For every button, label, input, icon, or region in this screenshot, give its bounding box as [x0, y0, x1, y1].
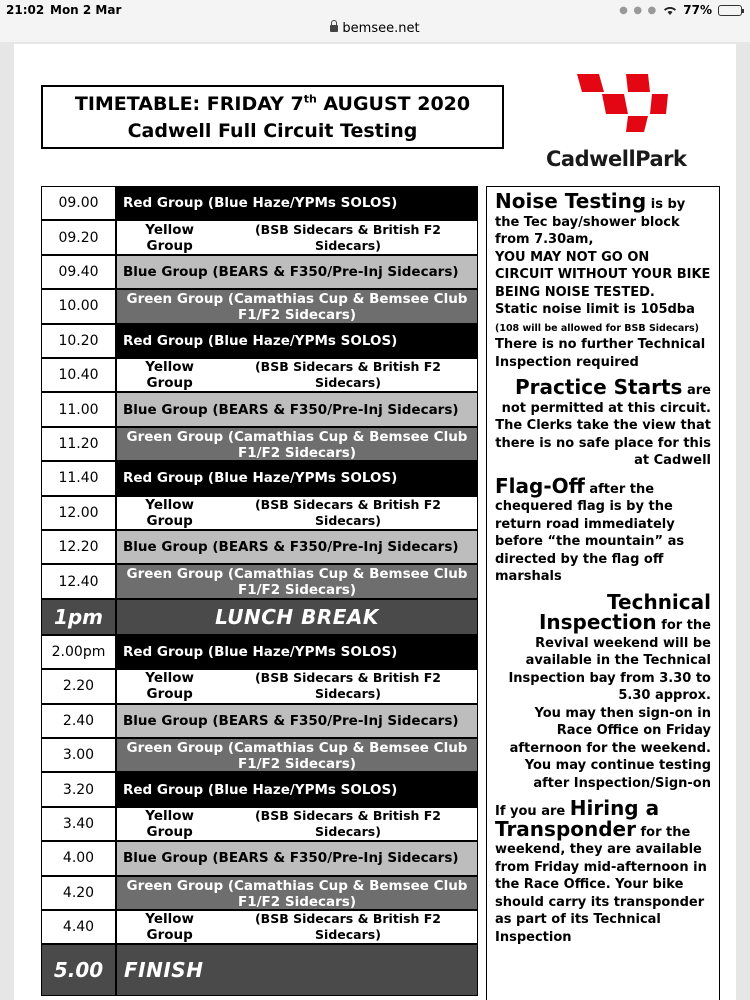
session-time: 5.00: [41, 944, 116, 996]
session-group: Green Group (Camathias Cup & Bemsee Club F1/F2 Sidecars): [116, 289, 478, 323]
session-group: Red Group (Blue Haze/YPMs SOLOS): [116, 772, 478, 806]
table-row: [41, 392, 478, 426]
session-group: [116, 807, 478, 841]
session-time: 3.20: [41, 772, 116, 806]
lunch-row: [41, 599, 478, 635]
url-text: bemsee.net: [342, 21, 420, 36]
session-time: 09.40: [41, 255, 116, 289]
session-time: 4.00: [41, 841, 116, 875]
page-title: TIMETABLE: FRIDAY 7th AUGUST 2020: [74, 92, 471, 115]
session-time: 2.20: [41, 669, 116, 703]
group-detail: (BSB Sidecars & British F2 Sidecars): [254, 911, 442, 943]
session-group: Blue Group (BEARS & F350/Pre-Inj Sidecars): [116, 255, 478, 289]
status-bar: [0, 0, 750, 20]
session-group: [116, 220, 478, 254]
status-time: 21:02: [6, 3, 45, 17]
session-time: 10.20: [41, 324, 116, 358]
table-row: [41, 186, 478, 220]
session-group: [116, 910, 478, 944]
flag-off-note: Flag-Off after the chequered flag is by the return road immediately before “the mountain” as directed by the flag off marshals: [495, 473, 685, 584]
group-detail: (BSB Sidecars & British F2 Sidecars): [254, 670, 442, 702]
group-detail: (BSB Sidecars & British F2 Sidecars): [254, 359, 442, 391]
session-time: 3.40: [41, 807, 116, 841]
session-group: Green Group (Camathias Cup & Bemsee Club F1/F2 Sidecars): [116, 564, 478, 598]
session-group: [116, 669, 478, 703]
session-time: 12.00: [41, 496, 116, 530]
session-group: Green Group (Camathias Cup & Bemsee Club F1/F2 Sidecars): [116, 738, 478, 772]
table-row: [41, 772, 478, 806]
session-group: Blue Group (BEARS & F350/Pre-Inj Sidecars): [116, 841, 478, 875]
table-row: [41, 220, 478, 254]
session-time: 4.20: [41, 876, 116, 910]
table-row: [41, 704, 478, 738]
session-group: FINISH: [116, 944, 478, 996]
session-time: 10.40: [41, 358, 116, 392]
session-time: 11.40: [41, 461, 116, 495]
table-row: [41, 255, 478, 289]
table-row: [41, 461, 478, 495]
session-time: 1pm: [41, 599, 116, 635]
session-group: [116, 496, 478, 530]
group-name: Yellow Group: [145, 221, 194, 254]
session-group: Red Group (Blue Haze/YPMs SOLOS): [116, 186, 478, 220]
noise-testing-note: Noise Testing is by the Tec bay/shower block from 7.30am, YOU MAY NOT GO ON CIRCUIT WITHOUT YOUR BIKE BEING NOISE TESTED. Static noise limit is 105dba (108 will be allowed for BSB Sidecars) There is no further Technical Inspection required: [495, 189, 711, 370]
group-name: Yellow Group: [145, 911, 194, 944]
session-group: [116, 358, 478, 392]
practice-starts-note: Practice Starts are not permitted at this circuit. The Clerks take the view that there is no safe place for this at Cadwell: [495, 375, 711, 468]
session-time: 4.40: [41, 910, 116, 944]
session-group: Red Group (Blue Haze/YPMs SOLOS): [116, 324, 478, 358]
status-right: [619, 3, 742, 17]
session-time: 10.00: [41, 289, 116, 323]
technical-inspection-note: Technical Inspection for the Revival weekend will be available in the Technical Inspection bay from 3.30 to 5.30 approx. You may then sign-on in Race Office on Friday afternoon for the weekend. You may continue testing after Inspection/Sign-on: [508, 589, 711, 791]
table-row: [41, 635, 478, 669]
table-row: [41, 289, 478, 323]
session-time: 12.40: [41, 564, 116, 598]
session-time: 12.20: [41, 530, 116, 564]
status-date: Mon 2 Mar: [50, 3, 122, 17]
table-row: [41, 496, 478, 530]
finish-row: [41, 944, 478, 996]
session-time: 11.20: [41, 427, 116, 461]
table-row: [41, 738, 478, 772]
wifi-icon: [663, 5, 677, 16]
session-group: Red Group (Blue Haze/YPMs SOLOS): [116, 635, 478, 669]
logo-wordmark: CadwellPark: [546, 147, 687, 171]
session-group: Green Group (Camathias Cup & Bemsee Club F1/F2 Sidecars): [116, 427, 478, 461]
session-time: 09.00: [41, 186, 116, 220]
title-box: [41, 85, 504, 149]
session-group: Red Group (Blue Haze/YPMs SOLOS): [116, 461, 478, 495]
group-detail: (BSB Sidecars & British F2 Sidecars): [254, 807, 442, 839]
session-time: 09.20: [41, 220, 116, 254]
table-row: [41, 564, 478, 598]
hiring-transponder-note: If you are Hiring a Transponder for the weekend, they are available from Friday mid-afternoon in the Race Office. Your bike should carry its transponder as part of its Technical Inspection: [495, 796, 707, 945]
battery-percent: 77%: [683, 3, 712, 17]
session-group: LUNCH BREAK: [116, 599, 478, 635]
lock-icon: [330, 25, 338, 32]
notes-panel: [486, 186, 720, 1000]
table-row: [41, 910, 478, 944]
table-row: [41, 876, 478, 910]
signal-dots-icon: ● ● ●: [619, 4, 658, 16]
session-group: Green Group (Camathias Cup & Bemsee Club F1/F2 Sidecars): [116, 876, 478, 910]
session-group: Blue Group (BEARS & F350/Pre-Inj Sidecars): [116, 392, 478, 426]
table-row: [41, 427, 478, 461]
document-page: [14, 44, 736, 1000]
group-name: Yellow Group: [145, 359, 194, 392]
table-row: [41, 669, 478, 703]
table-row: [41, 358, 478, 392]
table-row: [41, 324, 478, 358]
session-time: 2.40: [41, 704, 116, 738]
session-time: 11.00: [41, 392, 116, 426]
group-name: Yellow Group: [145, 807, 194, 840]
page-subtitle: Cadwell Full Circuit Testing: [127, 120, 418, 142]
table-row: [41, 807, 478, 841]
url-bar[interactable]: [0, 20, 750, 42]
session-time: 3.00: [41, 738, 116, 772]
session-group: Blue Group (BEARS & F350/Pre-Inj Sidecars): [116, 704, 478, 738]
table-row: [41, 530, 478, 564]
battery-icon: [718, 5, 742, 16]
group-name: Yellow Group: [145, 496, 194, 529]
table-row: [41, 841, 478, 875]
group-name: Yellow Group: [145, 670, 194, 703]
group-detail: (BSB Sidecars & British F2 Sidecars): [254, 221, 442, 253]
session-group: Blue Group (BEARS & F350/Pre-Inj Sidecars): [116, 530, 478, 564]
group-detail: (BSB Sidecars & British F2 Sidecars): [254, 496, 442, 528]
session-time: 2.00pm: [41, 635, 116, 669]
